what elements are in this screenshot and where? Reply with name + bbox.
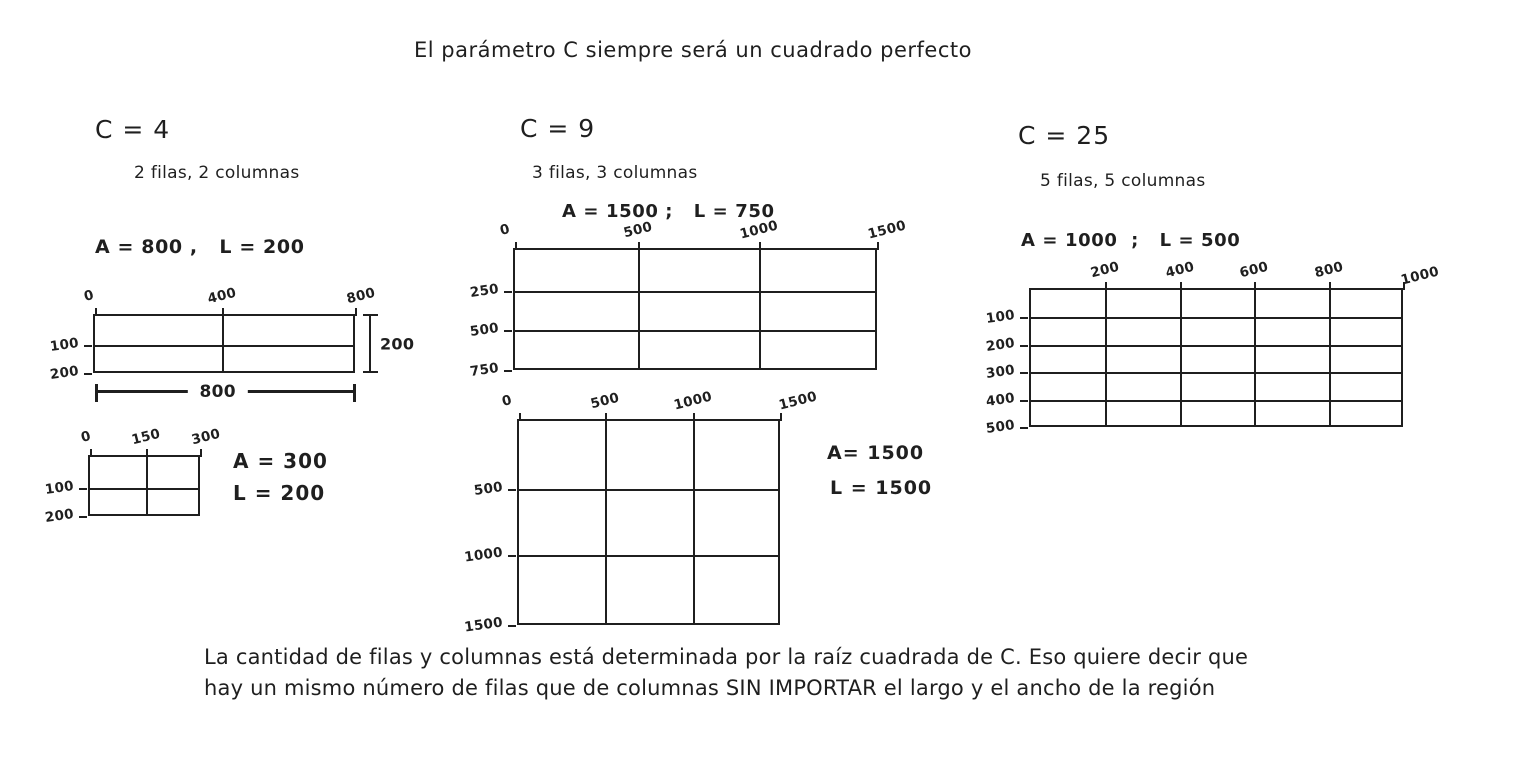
- row-line: [1031, 400, 1401, 402]
- column-line: [1180, 290, 1182, 425]
- x-tick-mark: [638, 242, 640, 250]
- column-line: [759, 250, 761, 368]
- row-line: [515, 291, 875, 293]
- c4-wide-grid: [48, 284, 378, 383]
- section-c4-params: A = 800 , L = 200: [95, 236, 305, 258]
- x-tick-label: 500: [589, 389, 622, 413]
- x-tick-label: 200: [1089, 258, 1122, 282]
- y-tick-mark: [508, 625, 516, 627]
- x-tick-mark: [877, 242, 879, 250]
- footer-line-2: hay un mismo número de filas que de columnas SIN IMPORTAR el largo y el ancho de la región: [204, 676, 1216, 700]
- y-tick-mark: [1020, 427, 1028, 429]
- x-tick-mark: [1105, 282, 1107, 290]
- y-tick-mark: [84, 345, 92, 347]
- row-line: [1031, 345, 1401, 347]
- x-tick-label: 1500: [866, 217, 908, 243]
- column-line: [222, 316, 224, 371]
- y-tick-label: 400: [984, 389, 1016, 410]
- x-tick-mark: [200, 449, 202, 457]
- c9-square-grid: [463, 388, 819, 636]
- x-tick-label: 1500: [777, 388, 819, 414]
- y-tick-label: 100: [48, 335, 80, 356]
- x-tick-mark: [146, 449, 148, 457]
- c9-square-grid-length-label: L = 1500: [830, 477, 933, 499]
- y-tick-label: 1000: [463, 543, 504, 566]
- section-c25-params: A = 1000 ; L = 500: [1021, 230, 1241, 251]
- row-line: [515, 330, 875, 332]
- x-tick-mark: [1180, 282, 1182, 290]
- x-tick-mark: [693, 413, 695, 421]
- y-tick-label: 100: [984, 307, 1016, 328]
- x-tick-mark: [355, 308, 357, 316]
- y-tick-label: 200: [984, 334, 1016, 355]
- y-tick-mark: [504, 370, 512, 372]
- footer-line-1: La cantidad de filas y columnas está determinada por la raíz cuadrada de C. Eso quiere decir que: [204, 645, 1249, 669]
- c4-small-grid: [43, 425, 223, 526]
- row-line: [1031, 372, 1401, 374]
- section-c9-subheading: 3 filas, 3 columnas: [532, 163, 698, 183]
- y-tick-label: 300: [984, 362, 1016, 383]
- y-tick-label: 750: [468, 360, 500, 380]
- y-tick-mark: [508, 555, 516, 557]
- x-tick-mark: [515, 242, 517, 250]
- column-line: [146, 457, 148, 514]
- section-c4-heading: C = 4: [95, 115, 171, 144]
- y-tick-mark: [504, 330, 512, 332]
- x-tick-mark: [605, 413, 607, 421]
- c9-square-grid-area-label: A= 1500: [827, 442, 925, 464]
- x-tick-label: 0: [500, 392, 514, 410]
- c25-grid: [984, 258, 1441, 437]
- y-tick-label: 200: [48, 363, 80, 383]
- y-tick-mark: [504, 291, 512, 293]
- x-tick-label: 600: [1238, 258, 1271, 282]
- c9-wide-grid: [468, 217, 908, 380]
- x-tick-mark: [1254, 282, 1256, 290]
- x-tick-label: 150: [130, 425, 163, 449]
- y-tick-mark: [1020, 400, 1028, 402]
- y-tick-mark: [79, 516, 87, 518]
- y-tick-label: 500: [984, 417, 1016, 437]
- x-tick-label: 800: [1312, 258, 1345, 282]
- section-c25-subheading: 5 filas, 5 columnas: [1040, 171, 1206, 191]
- column-line: [1105, 290, 1107, 425]
- x-tick-label: 0: [79, 428, 93, 446]
- column-line: [1329, 290, 1331, 425]
- x-tick-mark: [95, 308, 97, 316]
- x-tick-label: 0: [82, 287, 96, 305]
- y-tick-label: 1500: [463, 614, 504, 636]
- section-c25-heading: C = 25: [1018, 121, 1111, 150]
- x-tick-label: 0: [498, 221, 512, 239]
- x-tick-mark: [759, 242, 761, 250]
- y-tick-mark: [1020, 345, 1028, 347]
- y-tick-label: 500: [472, 479, 504, 500]
- x-tick-label: 300: [189, 425, 223, 449]
- x-tick-mark: [90, 449, 92, 457]
- y-tick-label: 100: [43, 477, 75, 498]
- section-c9-heading: C = 9: [520, 114, 596, 143]
- c4-height-dimension-label: 200: [380, 334, 415, 353]
- row-line: [519, 555, 778, 557]
- x-tick-mark: [222, 308, 224, 316]
- column-line: [638, 250, 640, 368]
- section-c4-subheading: 2 filas, 2 columnas: [134, 163, 300, 183]
- y-tick-mark: [508, 489, 516, 491]
- y-tick-mark: [1020, 372, 1028, 374]
- column-line: [1254, 290, 1256, 425]
- y-tick-label: 500: [468, 320, 500, 341]
- c4-width-dimension-label: 800: [187, 382, 247, 402]
- x-tick-label: 400: [1163, 258, 1196, 282]
- y-tick-label: 200: [43, 506, 75, 526]
- x-tick-label: 400: [206, 284, 239, 308]
- x-tick-label: 1000: [1399, 263, 1441, 289]
- c4-small-grid-area-label: A = 300: [233, 449, 328, 473]
- row-line: [90, 488, 198, 490]
- y-tick-label: 250: [468, 280, 500, 301]
- page-title: El parámetro C siempre será un cuadrado perfecto: [414, 38, 972, 62]
- x-tick-label: 1000: [737, 217, 780, 243]
- y-tick-mark: [84, 373, 92, 375]
- x-tick-mark: [519, 413, 521, 421]
- section-c9-params: A = 1500 ; L = 750: [562, 201, 775, 222]
- row-line: [95, 345, 353, 347]
- column-line: [693, 421, 695, 623]
- x-tick-label: 800: [344, 284, 378, 308]
- x-tick-mark: [1329, 282, 1331, 290]
- x-tick-label: 500: [622, 218, 655, 242]
- row-line: [1031, 317, 1401, 319]
- x-tick-mark: [780, 413, 782, 421]
- y-tick-mark: [1020, 317, 1028, 319]
- x-tick-label: 1000: [671, 388, 714, 414]
- row-line: [519, 489, 778, 491]
- column-line: [605, 421, 607, 623]
- y-tick-mark: [79, 488, 87, 490]
- c4-small-grid-length-label: L = 200: [233, 481, 326, 505]
